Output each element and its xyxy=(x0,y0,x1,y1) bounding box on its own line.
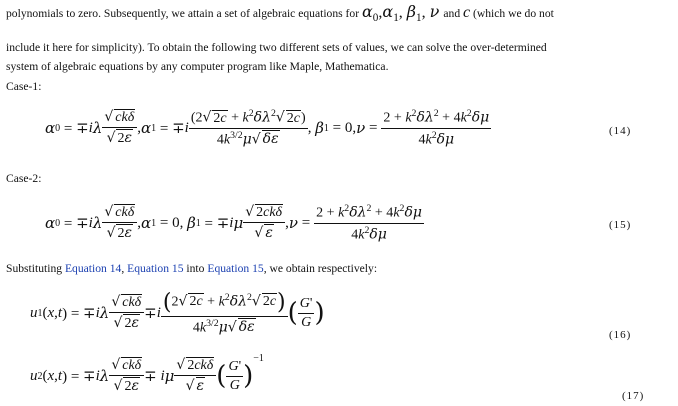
paragraph-line-2: include it here for simplicity). To obtain the following two different sets of values, we can solve the over-determined xyxy=(6,41,547,54)
subst-text-b: , xyxy=(121,262,125,275)
equation-number-17: (17) xyxy=(622,390,645,402)
equation-number-14: (14) xyxy=(609,125,632,137)
paragraph-line-1: polynomials to zero. Subsequently, we attain a set of algebraic equations for $\alpha_0,\alpha_1$, $\beta_1$, ν and c (which we do not xyxy=(6,2,554,25)
equation-14-link[interactable]: Equation 14 xyxy=(64,262,122,275)
case-2-label: Case-2: xyxy=(6,172,42,185)
equation-number-15: (15) xyxy=(609,219,632,231)
subst-text-d: , we obtain respectively: xyxy=(263,262,378,275)
equation-16: u 1 ( x , t ) = ∓ i λ $\frac{\text{√ ckδ}}{√ 2\varepsilon}$ ∓ i $\frac{(2√ 2c + k^2\delta\lambda^2√ 2c)}{4k^{3/2}\mu√ \delta\varepsilon}$ ( $\frac{G'}{G}$ ) xyxy=(30,289,325,336)
equation-15: α 0 = ∓ i λ $\frac{\text{√ ckδ}}{√ 2\varepsilon}$ , α 1 = 0, β 1 = ∓ i μ $\frac{\text{√ 2ckδ}}{√ \varepsilon}$ , ν = $\frac{2 + k^2\delta\lambda^2 + 4k^2\delta\mu}{4k^2\delta\mu}$ xyxy=(45,202,422,243)
equation-17: u 2 ( x , t ) = ∓ i λ $\frac{\text{√ ckδ}}{√ 2\varepsilon}$ ∓ i μ $\frac{\text{√ 2ckδ}}{√ \varepsilon}$ ( $\frac{G'}{G}$ ) $^{-1}$ xyxy=(30,353,264,394)
equation-number-16: (16) xyxy=(609,329,632,341)
line1-text-b: (which we do not xyxy=(473,7,554,20)
line1-text-a: polynomials to zero. Subsequently, we attain a set of algebraic equations for xyxy=(6,7,360,20)
subst-text-c: into xyxy=(186,262,205,275)
inline-parameters: $\alpha_0,\alpha_1$, $\beta_1$, ν xyxy=(361,2,440,25)
equation-15-link[interactable]: Equation 15 xyxy=(127,262,184,275)
equation-15-link-2[interactable]: Equation 15 xyxy=(207,262,264,275)
equation-14: α 0 = ∓ i λ $\frac{\text{√ ckδ}}{√ 2\varepsilon}$ , α 1 = ∓ i $\frac{(2√ 2c + k^2\delta\lambda^2√ 2c)}{4k^{3/2}\mu√ \delta\varepsilon}$ , β 1 = 0, ν = $\frac{2 + k^2\delta\lambda^2 + 4k^2\delta\mu}{4k^2\delta\mu}$ xyxy=(45,107,490,148)
substitution-sentence xyxy=(6,262,377,276)
case-1-label: Case-1: xyxy=(6,80,42,93)
paragraph-line-3: system of algebraic equations by any computer program like Maple, Mathematica. xyxy=(6,60,389,73)
subst-text-a: Substituting xyxy=(6,262,63,275)
